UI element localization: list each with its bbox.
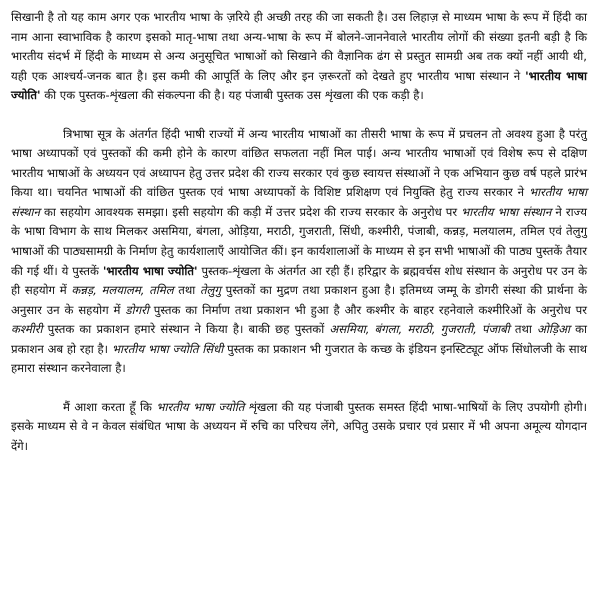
paragraph-2 bbox=[11, 125, 587, 379]
text-segment: पुस्तक-शृंखला के अंतर्गत आ रही हैं। हरिद्वार के ब्रह्मवर्चस शोध संस्थान के अनुरोध पर उन के ही सहयोग में bbox=[11, 263, 587, 298]
series-title-bold: 'भारतीय भाषा ज्योति' bbox=[102, 263, 198, 278]
text-segment: का सहयोग आवश्यक समझा। इसी सहयोग की कड़ी में उत्तर प्रदेश की राज्य सरकार के अनुरोध पर bbox=[39, 204, 462, 219]
book-title-italic: भारतीय भाषा ज्योति सिंधी bbox=[111, 341, 224, 356]
series-title-bold: 'भारतीय भाषा ज्योति' bbox=[11, 68, 587, 103]
text-segment: का प्रकाशन अब हो रहा है। bbox=[11, 322, 587, 356]
text-segment: तथा bbox=[173, 283, 200, 298]
paragraph-3 bbox=[11, 398, 587, 457]
language-names-italic: कन्नड़, मलयालम, तमिल bbox=[71, 283, 174, 298]
text-segment: सिखानी है तो यह काम अगर एक भारतीय भाषा के ज़रिये ही अच्छी तरह की जा सकती है। उस लिहाज़ से माध्यम भाषा के रूप में हिंदी का नाम आना स्वाभाविक है कारण इसको मातृ-भाषा तथा अन्य-भाषा के रूप में बोलने-जाननेवाले भारतीय लोगों की संख्या इतनी बड़ी है कि भारतीय संदर्भ में हिंदी के माध्यम से अन्य अनुसूचित भाषाओं को सिखाने की वैज्ञानिक ढंग से प्रस्तुत सामग्री अब तक क्यों नहीं आयी थी, यही एक आश्चर्य-जनक बात है। इस कमी की आपूर्ति के लिए और इन ज़रूरतों को देखते हुए भारतीय भाषा संस्थान ने bbox=[11, 10, 587, 83]
text-segment: की एक पुस्तक-शृंखला की संकल्पना की है। यह पंजाबी पुस्तक उस शृंखला की एक कड़ी है। bbox=[40, 88, 424, 103]
text-segment: ने राज्य के भाषा विभाग के साथ मिलकर असमिया, बंगला, ओड़िया, मराठी, गुजराती, सिंधी, कश्मीरी, पंजाबी, कन्नड़, मलयालम, तमिल एवं तेलुगु भाषाओं की पाठ्यसामग्री के निर्माण हेतु कार्यशालाएँ आयोजित कीं। इन कार्यशालाओं के माध्यम से इन सभी भाषाओं की पाठ्य पुस्तकें तैयार की गई थीं। ये पुस्तकें bbox=[11, 204, 588, 278]
paragraph-1 bbox=[11, 8, 587, 106]
text-segment: मैं आशा करता हूँ कि bbox=[63, 399, 157, 414]
language-name-italic: तेलुगु bbox=[199, 283, 221, 298]
language-name-italic: कश्मीरी bbox=[11, 322, 43, 337]
text-segment: त्रिभाषा सूत्र के अंतर्गत हिंदी भाषी राज्यों में अन्य भारतीय भाषाओं का तीसरी भाषा के रूप में प्रचलन तो अवश्य हुआ है परंतु भाषा अध्यापकों एवं पुस्तकों की कमी होने के कारण वांछित सफलता नहीं मिल पाई। अन्य भारतीय भाषाओं एवं विशेष रूप से दक्षिण भारतीय भाषाओं के अध्ययन एवं अध्यापन हेतु उत्तर प्रदेश की राज्य सरकार एवं कुछ स्वायत्त संस्थाओं ने एक अभियान कुछ वर्ष पहले प्रारंभ किया था। चयनित भाषाओं की वांछित पुस्तक एवं भाषा अध्यापकों के विशिष्ट प्रशिक्षण एवं नियुक्ति हेतु राज्य सरकार ने bbox=[11, 126, 587, 200]
language-name-italic: ओड़िआ bbox=[537, 322, 570, 337]
text-segment: पुस्तकों का मुद्रण तथा प्रकाशन हुआ है। इतिमध्य जम्मू के डोगरी संस्था की प्रार्थना के अनुसार उन के सहयोग में bbox=[11, 283, 588, 317]
text-segment: पुस्तक का निर्माण तथा प्रकाशन भी हुआ है और कश्मीर के बाहर रहनेवाले कश्मीरिओं के अनुरोध पर bbox=[148, 302, 587, 317]
text-segment: शृंखला की यह पंजाबी पुस्तक समस्त हिंदी भाषा-भाषियों के लिए उपयोगी होगी। इसके माध्यम से वे न केवल संबंधित भाषा के अध्ययन में रुचि का परिचय लेंगे, अपितु उसके प्रचार एवं प्रसार में भी अपना अमूल्य योगदान देंगे। bbox=[11, 399, 588, 453]
institute-name-italic: भारतीय भाषा संस्थान bbox=[11, 185, 587, 219]
language-name-italic: डोगरी bbox=[125, 302, 149, 317]
text-segment: पुस्तक का प्रकाशन भी गुजरात के कच्छ के इंडियन इनस्टिट्यूट ऑफ सिंधोलजी के साथ हमारा संस्थान करनेवाला है। bbox=[11, 341, 588, 376]
series-name-italic: भारतीय भाषा ज्योति bbox=[156, 399, 245, 414]
text-segment: तथा bbox=[509, 322, 538, 337]
text-segment: पुस्तक का प्रकाशन हमारे संस्थान ने किया है। बाकी छह पुस्तकों bbox=[42, 322, 330, 337]
language-names-italic: असमिया, बंगला, मराठी, गुजराती, पंजाबी bbox=[329, 322, 510, 337]
institute-name-italic: भारतीय भाषा संस्थान bbox=[461, 204, 552, 219]
